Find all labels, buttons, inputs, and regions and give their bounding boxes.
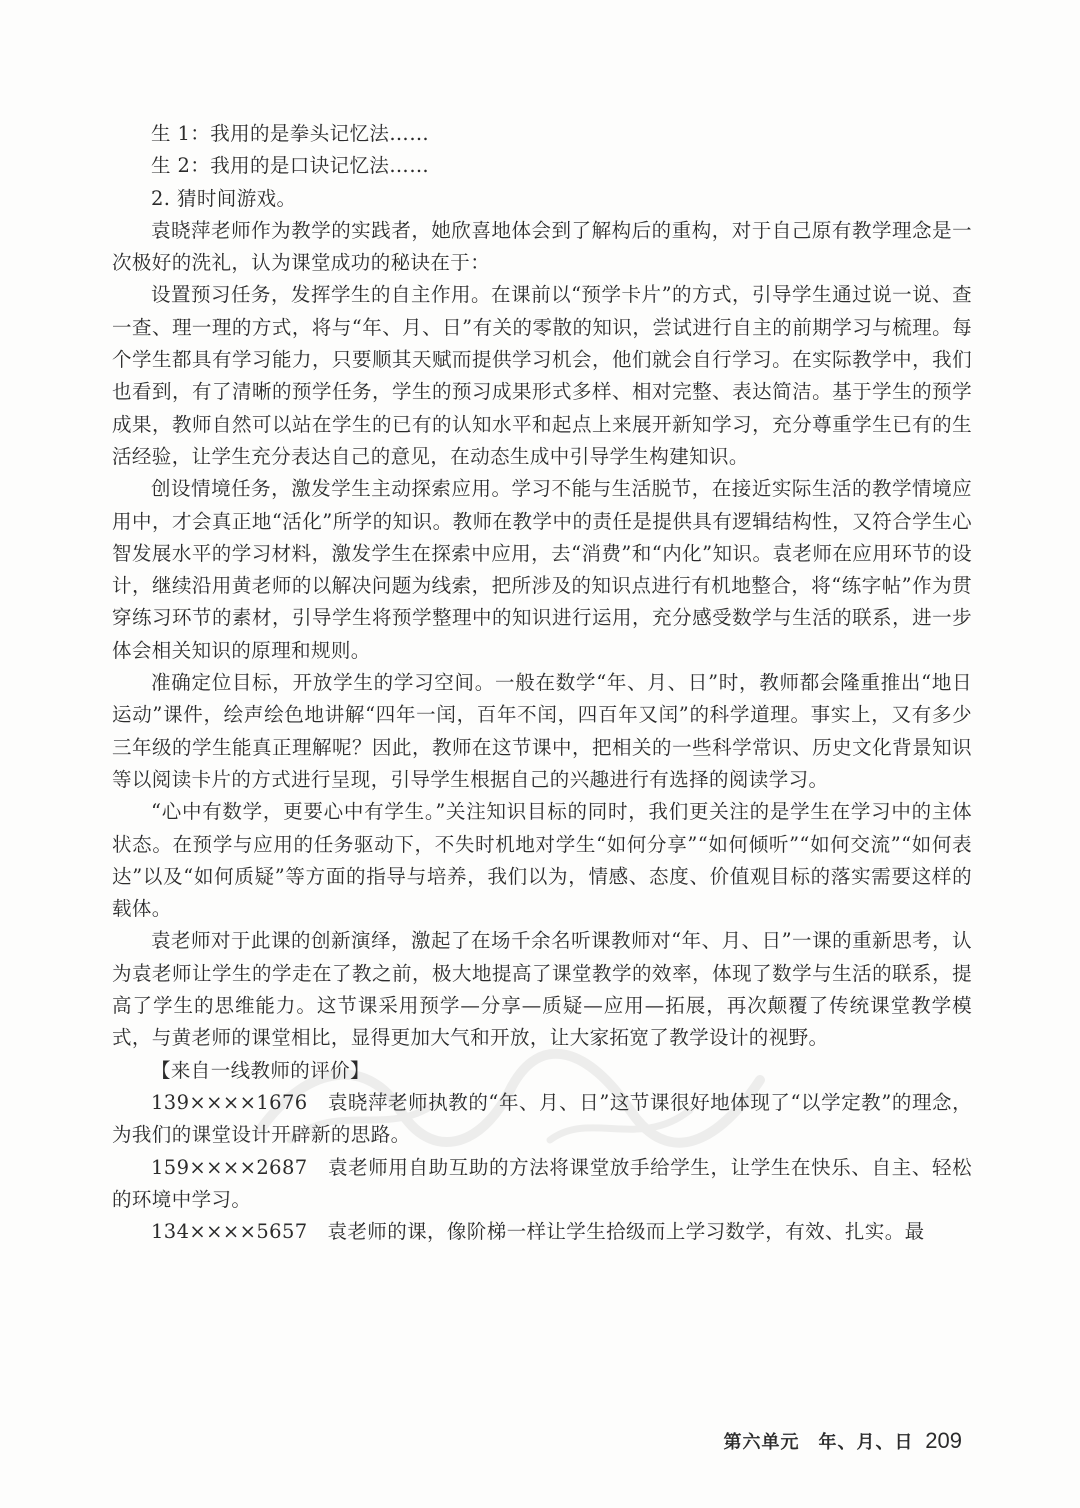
paragraph-preview-tasks: 设置预习任务，发挥学生的自主作用。在课前以“预学卡片”的方式，引导学生通过说一说、查一查、理一理的方式，将与“年、月、日”有关的零散的知识，尝试进行自主的前期学习与梳理。每个学生都具有学习能力，只要顺其天赋而提供学习机会，他们就会自行学习。在实际教学中，我们也看到，有了清晰的预学任务，学生的预习成果形式多样、相对完整、表达简洁。基于学生的预学成果，教师自然可以站在学生的已有的认知水平和起点上来展开新知学习，充分尊重学生已有的生活经验，让学生充分表达自己的意见，在动态生成中引导学生构建知识。 <box>112 283 972 468</box>
paragraph-students-focus: “心中有数学，更要心中有学生。”关注知识目标的同时，我们更关注的是学生在学习中的主体状态。在预学与应用的任务驱动下，不失时机地对学生“如何分享”“如何倾听”“如何交流”“如何表达”以及“如何质疑”等方面的指导与培养，我们以为，情感、态度、价值观目标的落实需要这样的载体。 <box>112 800 972 921</box>
footer-unit-title: 第六单元 年、月、日 <box>723 1432 914 1453</box>
paragraph-student-2: 生 2：我用的是口诀记忆法…… <box>151 154 430 178</box>
paragraph-student-1: 生 1：我用的是拳头记忆法…… <box>151 122 430 145</box>
paragraph-situation-tasks: 创设情境任务，激发学生主动探索应用。学习不能与生活脱节，在接近实际生活的教学情境应用中，才会真正地“活化”所学的知识。教师在教学中的责任是提供具有逻辑结构性，又符合学生心智发展水平的学习材料，激发学生在探索中应用，去“消费”和“内化”知识。袁老师在应用环节的设计，继续沿用黄老师的以解决问题为线索，把所涉及的知识点进行有机地整合，将“练字帖”作为贯穿练习环节的素材，引导学生将预学整理中的知识进行运用，充分感受数学与生活的联系，进一步体会相关知识的原理和规则。 <box>112 477 972 662</box>
paragraph-game-heading: 2. 猜时间游戏。 <box>151 186 297 210</box>
review-item: 159××××2687 袁老师用自助互助的方法将课堂放手给学生，让学生在快乐、自主、轻松的环境中学习。 <box>112 1155 972 1211</box>
page-body <box>112 118 972 1248</box>
review-item: 139××××1676 袁晓萍老师执教的“年、月、日”这节课很好地体现了“以学定教”的理念，为我们的课堂设计开辟新的思路。 <box>112 1090 972 1147</box>
page-number: 209 <box>925 1428 962 1453</box>
paragraph-innovation: 袁老师对于此课的创新演绎，激起了在场千余名听课教师对“年、月、日”一课的重新思考，认为袁老师让学生的学走在了教之前，极大地提高了课堂教学的效率，体现了数学与生活的联系，提高了学生的思维能力。这节课采用预学—分享—质疑—应用—拓展，再次颠覆了传统课堂教学模式，与黄老师的课堂相比，显得更加大气和开放，让大家拓宽了教学设计的视野。 <box>112 929 972 1050</box>
page-footer <box>724 1428 962 1454</box>
section-header: 【来自一线教师的评价】 <box>151 1058 370 1082</box>
review-item: 134××××5657 袁老师的课，像阶梯一样让学生拾级而上学习数学，有效、扎实。最 <box>151 1220 925 1244</box>
paragraph-intro: 袁晓萍老师作为教学的实践者，她欣喜地体会到了解构后的重构，对于自己原有教学理念是一次极好的洗礼，认为课堂成功的秘诀在于： <box>112 218 972 275</box>
paragraph-goals: 准确定位目标，开放学生的学习空间。一般在数学“年、月、日”时，教师都会隆重推出“地日运动”课件，绘声绘色地讲解“四年一闰，百年不闰，四百年又闰”的科学道理。事实上，又有多少三年级的学生能真正理解呢？因此，教师在这节课中，把相关的一些科学常识、历史文化背景知识等以阅读卡片的方式进行呈现，引导学生根据自己的兴趣进行有选择的阅读学习。 <box>112 671 972 791</box>
